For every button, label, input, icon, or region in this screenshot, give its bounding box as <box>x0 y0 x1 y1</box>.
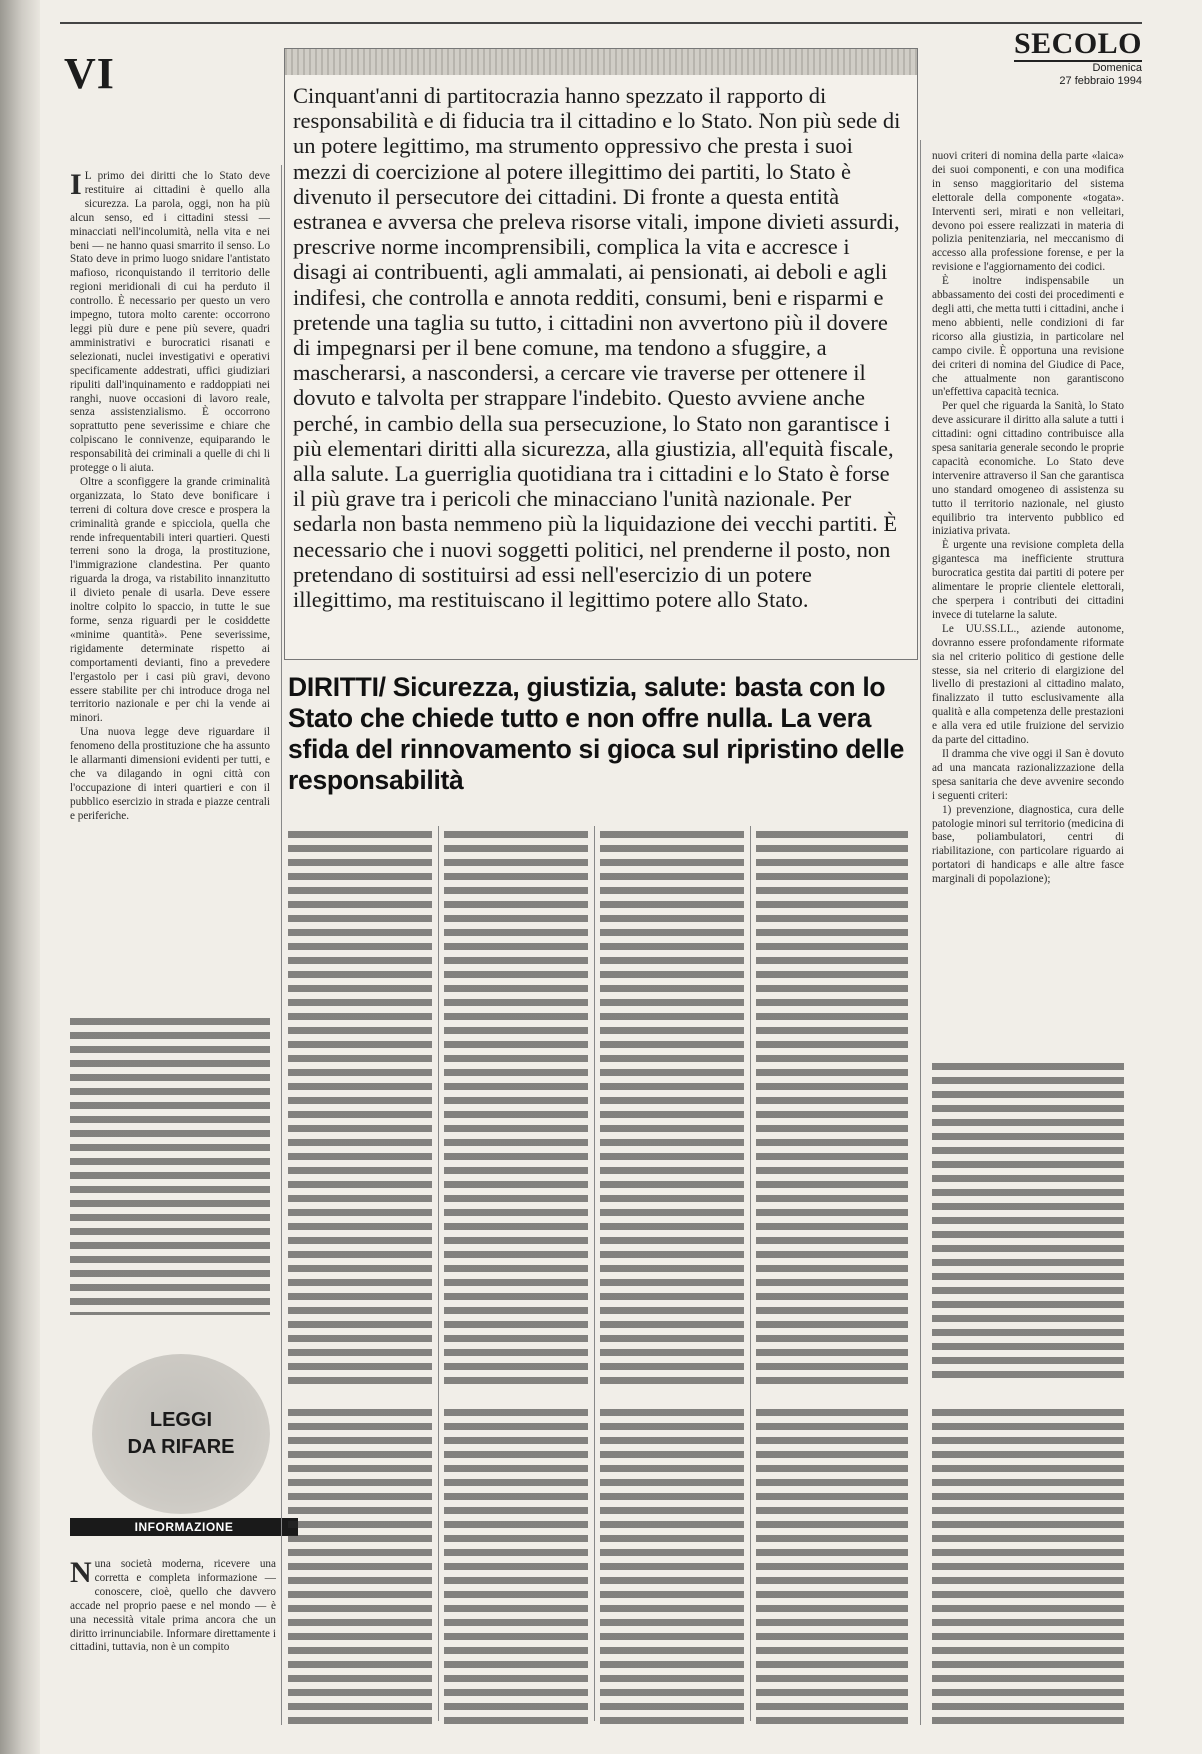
issue-date: 27 febbraio 1994 <box>1059 75 1142 87</box>
right-paragraph-4: È urgente una revisione completa della gigantesca ma inefficiente struttura burocratica gestita dai partiti di potere per alimentare le proprie clientele elettorali, che sperpera i contributi dei cittadini invece di tutelarne la salute. <box>932 539 1124 621</box>
body-column-5 <box>756 828 908 1388</box>
column-rule-3 <box>594 826 595 1721</box>
leggi-da-rifare-badge <box>92 1354 270 1514</box>
column-rule-4 <box>750 826 751 1721</box>
body-column-2 <box>288 828 432 1388</box>
bottom-column-5 <box>756 1406 908 1726</box>
issue-day: Domenica <box>1092 62 1142 74</box>
right-paragraph-7: 1) prevenzione, diagnostica, cura delle patologie minori sul territorio (medicina di base, poliambulatori, centri di riabilitazione, con particolare riguardo ai portatori di handicaps e alle altre fasce marginali di popolazione); <box>932 803 1124 886</box>
right-paragraph-6: Il dramma che vive oggi il San è dovuto ad una mancata razionalizzazione della spesa sanitaria che deve avvenire secondo i seguenti criteri: <box>932 747 1124 802</box>
info-paragraph: una società moderna, ricevere una corretta e completa informazione — conoscere, cioè, quello che davvero accade nel proprio paese e nel mondo — è una necessità vitale prima ancora che un diritto irrinunciabile. Informare direttamente i cittadini, tuttavia, non è un compito <box>70 1558 276 1654</box>
bottom-column-4 <box>600 1406 744 1726</box>
right-paragraph-2: È inoltre indispensabile un abbassamento dei costi dei procedimenti e degli atti, che metta tutti i cittadini, anche i meno abbienti, nelle condizioni di far ricorso alla giustizia, in particolare nel campo civile. È opportuna una revisione dei criteri di nomina del Giudice di Pace, che attualmente non garantiscono un'effettiva capacità tecnica. <box>932 275 1124 399</box>
page-binding-shadow <box>0 0 40 1754</box>
column-rule-1 <box>281 165 282 1725</box>
top-rule <box>60 22 1142 24</box>
informazione-section-bar: INFORMAZIONE <box>70 1518 298 1536</box>
right-paragraph-3: Per quel che riguarda la Sanità, lo Stato deve assicurare il diritto alla salute a tutti i cittadini: ogni cittadino contribuisce alla spesa sanitaria generale secondo le proprie capacità economiche. Lo Stato deve intervenire attraverso il San che garantisca uno standard omogeneo di assistenza su tutto il territorio nazionale, nel giusto equilibrio tra intervento pubblico ed iniziativa privata. <box>932 400 1124 538</box>
masthead <box>1002 28 1142 88</box>
informazione-column <box>70 1558 276 1718</box>
lead-editorial-text: Cinquant'anni di partitocrazia hanno spezzato il rapporto di responsabilità e di fiducia tra il cittadino e lo Stato. Non più sede di un potere legittimo, ma strumento oppressivo che presta i suoi mezzi di coercizione al potere illegittimo dei partiti, lo Stato è divenuto il persecutore dei cittadini. Di fronte a questa entità estranea e avversa che preleva risorse vitali, impone divieti assurdi, prescrive norme incomprensibili, complica la vita e accresce i disagi ai contribuenti, agli ammalati, ai pensionati, ai deboli e agli indifesi, che controlla e annota redditi, consumi, beni e risparmi e pretende una taglia su tutto, i cittadini non avvertono più il dovere di impegnarsi per il bene comune, ma tendono a sfuggire, a mascherarsi, a nascondersi, a cercare vie traverse per ottenere il dovuto e talvolta per strappare l'indebito. Questo avviene anche perché, in cambio della sua persecuzione, lo Stato non garantisce i più elementari diritti alla sicurezza, alla giustizia, all'equità fiscale, alla salute. La guerriglia quotidiana tra i cittadini e lo Stato è forse il più grave tra i pericoli che minacciano l'unità nazionale. Per sedarla non basta nemmeno più la liquidazione dei vecchi partiti. È necessario che i nuovi soggetti politici, nel prenderne il posto, non pretendano di sostituirsi ad essi nell'esercizio di un potere illegittimo, ma restituiscano il legittimo potere allo Stato. <box>293 83 901 613</box>
left-paragraph-1: L primo dei diritti che lo Stato deve restituire ai cittadini è quello alla sicurezza. La parola, oggi, non ha più alcun senso, ed i cittadini stessi — minacciati nell'incolumità, nella vita e nei beni — ne hanno quasi smarrito il senso. Lo Stato deve in primo luogo snidare l'antistato mafioso, riconquistando il territorio delle regioni meridionali di cui ha perduto il controllo. È necessario per questo un vero impegno, tutora molto carente: occorrono leggi più dure e pene più severe, quadri amministrativi e burocratici risanati e selezionati, nuclei investigativi e operativi specificamente addestrati, uffici giudiziari ripuliti dall'inquinamento e raddoppiati nei ranghi, nuove occasioni di lavoro reale, senza assistenzialismo. È occorrono soprattutto pene severissime e chiare che colpiscano le connivenze, equiparando le responsabilità dei criminali a quelle di chi li protegge o li aiuta. <box>70 170 270 475</box>
left-column-text-continued <box>70 1015 270 1315</box>
column-rule-2 <box>438 826 439 1721</box>
body-column-3 <box>444 828 588 1388</box>
info-dropcap-letter: N <box>70 1558 92 1589</box>
bottom-column-3 <box>444 1406 588 1726</box>
right-bottom-column <box>932 1406 1124 1726</box>
body-column-4 <box>600 828 744 1388</box>
left-paragraph-3: Una nuova legge deve riguardare il fenomeno della prostituzione che ha assunto le allarmanti dimensioni evidenti per tutti, e che va dilagando in ogni città con l'occupazione di interi quartieri e con il pubblico esercizio in strada e piazze centrali e periferiche. <box>70 726 270 822</box>
right-paragraph-5: Le UU.SS.LL., aziende autonome, dovranno essere profondamente riformate sia nel criterio politico di gestione delle stesse, sia nel criterio di elargizione del livello di prestazioni al cittadino malato, finalizzato il tutto esclusivamente alla qualità e alla competenza delle prestazioni e alla vera ed utile fruizione del servizio da parte del cittadino. <box>932 622 1124 747</box>
newspaper-name: SECOLO <box>1013 27 1142 60</box>
lead-header-bar <box>285 49 917 75</box>
right-paragraph-1: nuovi criteri di nomina della parte «laica» dei suoi componenti, e con una modifica in senso maggioritario del sistema elettorale della componente «togata». Interventi seri, mirati e non velleitari, devono poi essere realizzati in materia di polizia penitenziaria, nel meccanismo di accesso alla professione forense, e per la revisione e l'aggiornamento dei codici. <box>932 150 1124 274</box>
page-number: VI <box>64 49 115 98</box>
left-paragraph-2: Oltre a sconfiggere la grande criminalità organizzata, lo Stato deve bonificare i terreni di coltura dove cresce e prospera la criminalità grande e spicciola, quella che rende infrequentabili interi quartieri. Questi terreni sono la droga, la prostituzione, l'immigrazione clandestina. Per quanto riguarda la droga, va ristabilito innanzitutto il divieto penale di usarla. Deve essere inoltre colpito lo spaccio, in tutte le sue forme, senza riguardi per le cosiddette «minime quantità». Pene severissime, rigidamente determinate rispetto ai comportamenti devianti, fino a prevedere l'ergastolo per i casi più gravi, devono essere stabilite per chi introduce droga nel territorio nazionale e per chi la vende ai minori. <box>70 475 270 725</box>
column-rule-5 <box>920 140 921 1725</box>
right-column-text-continued <box>932 1060 1124 1385</box>
article-headline: DIRITTI/ Sicurezza, giustizia, salute: basta con lo Stato che chiede tutto e non offre nulla. La vera sfida del rinnovamento si gioca sul ripristino delle responsabilità <box>288 672 905 795</box>
badge-line-1: LEGGI <box>149 1409 213 1431</box>
badge-line-2: DA RIFARE <box>127 1436 235 1458</box>
dropcap-letter: I <box>70 170 82 201</box>
bottom-column-2 <box>288 1406 432 1726</box>
lead-editorial-box <box>284 48 918 660</box>
